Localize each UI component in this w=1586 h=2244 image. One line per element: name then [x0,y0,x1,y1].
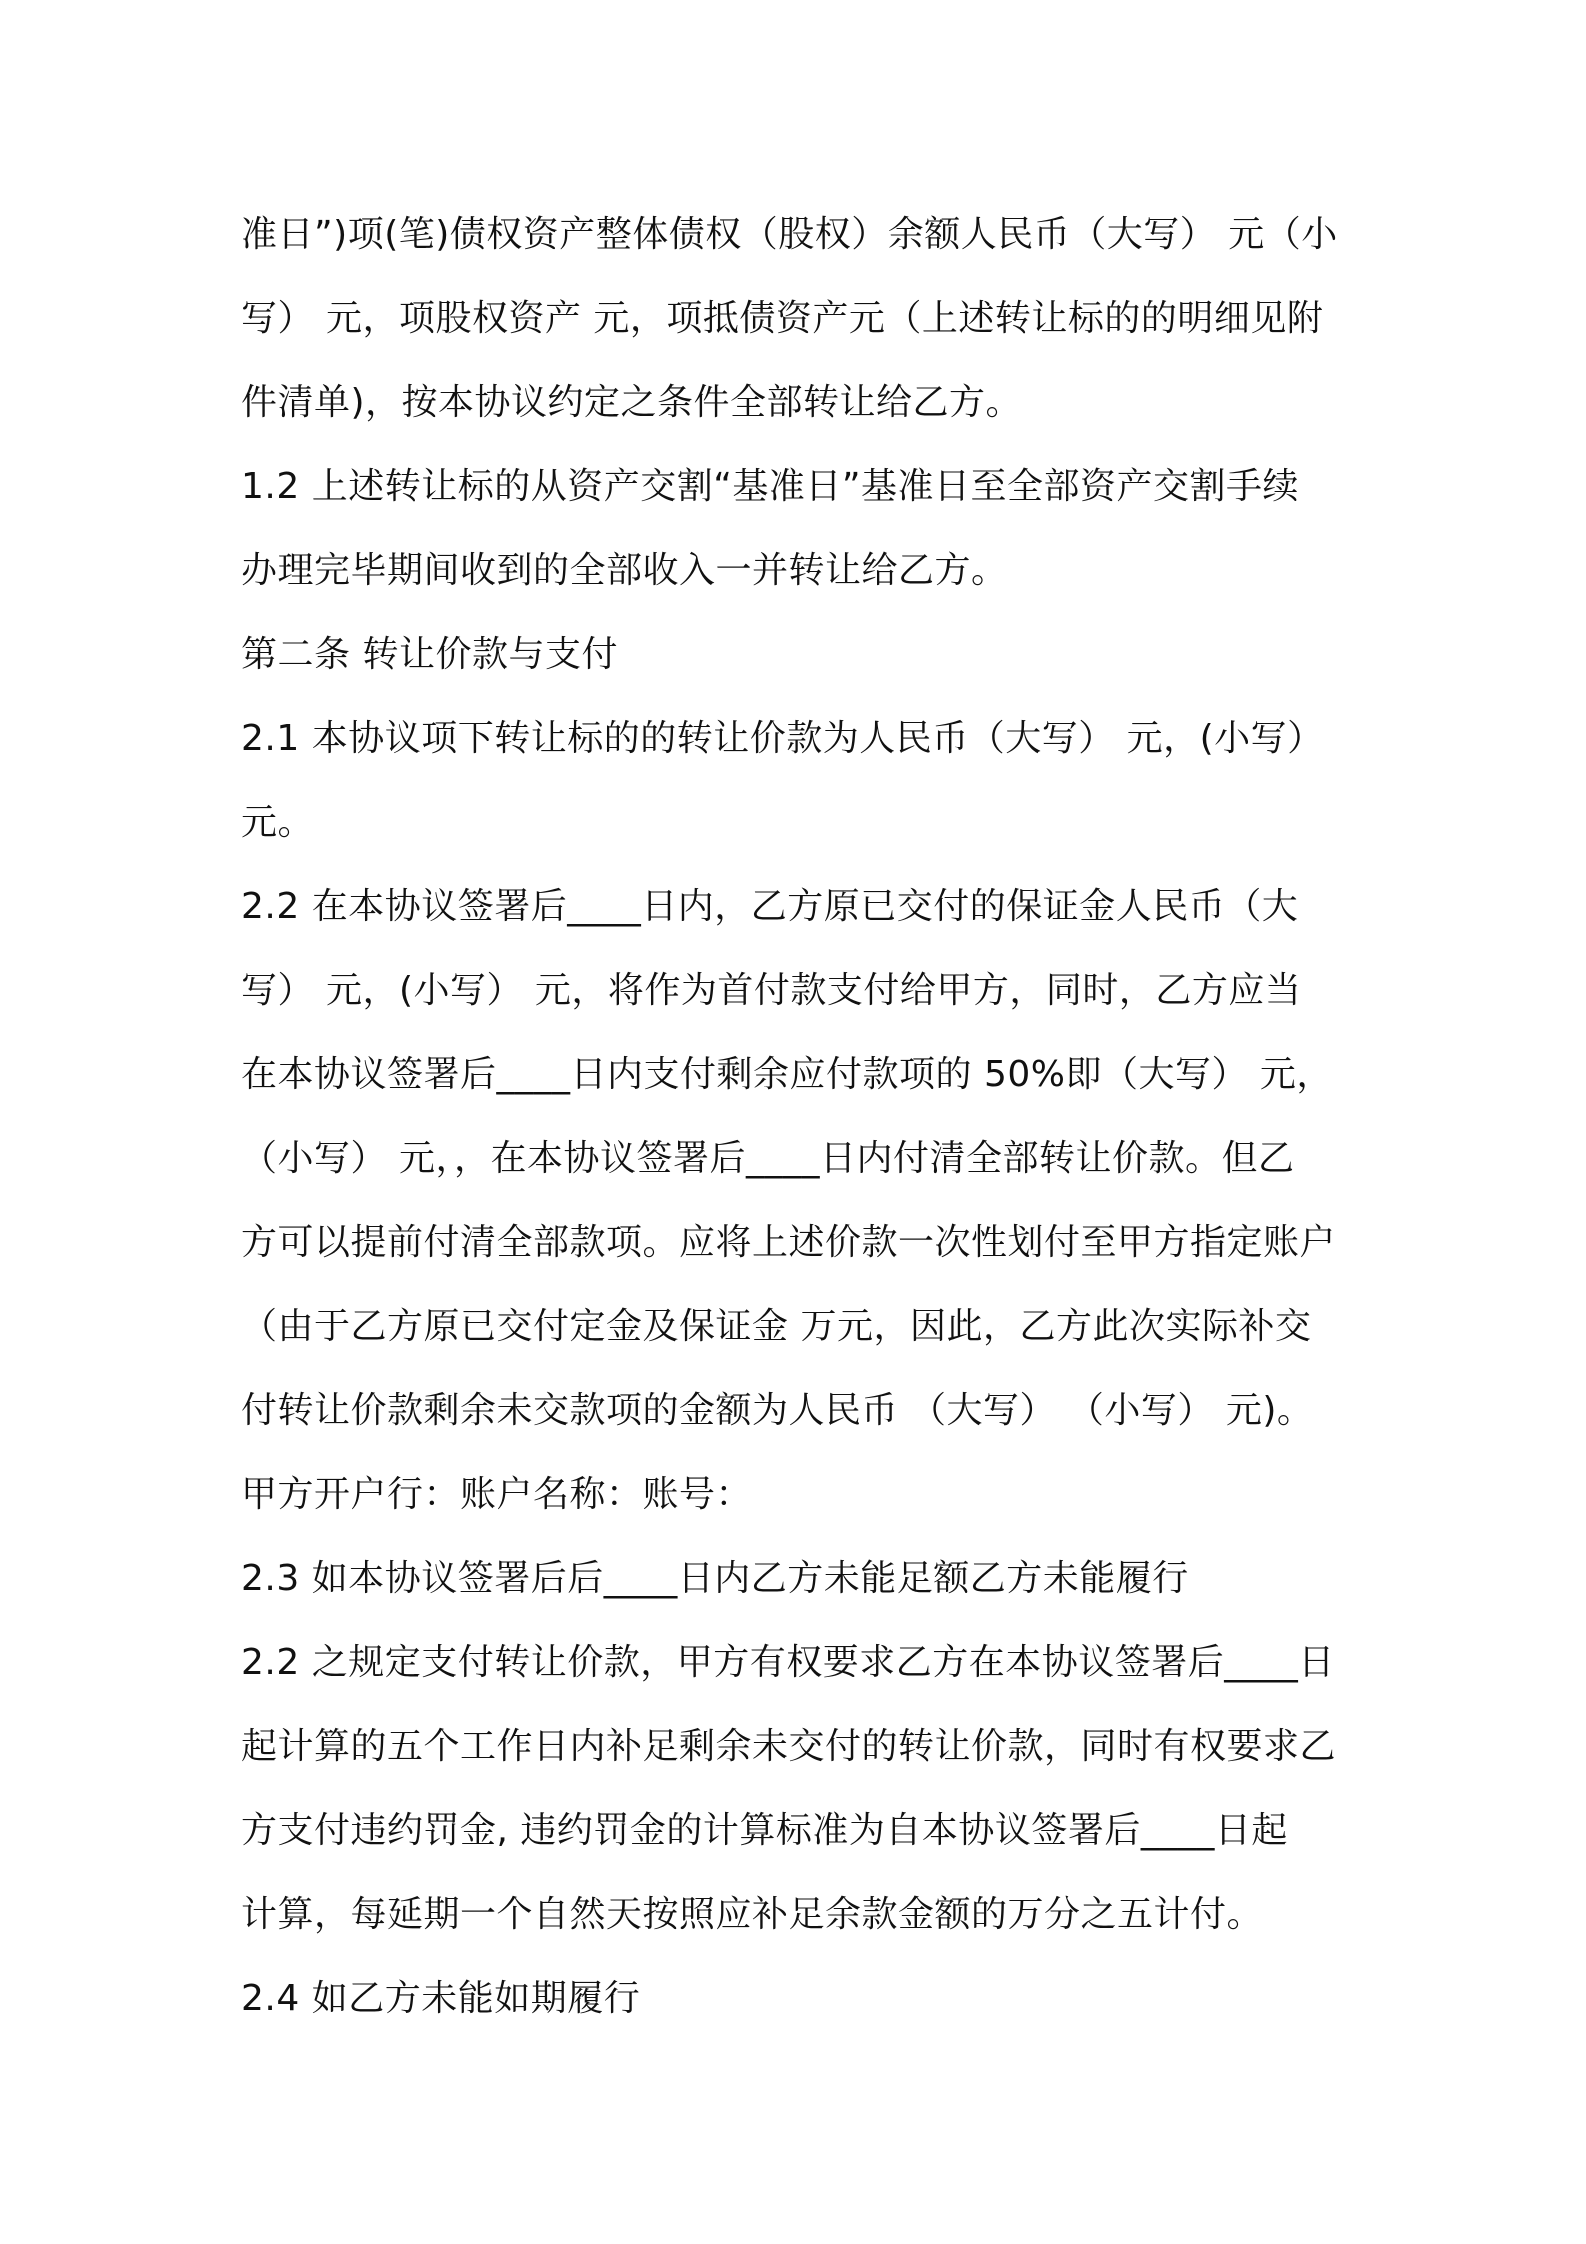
clause-2-3-line-1: 2.3 如本协议签署后后____日内乙方未能足额乙方未能履行 [241,1558,1189,1599]
clause-1-2-line-2: 办理完毕期间收到的全部收入一并转让给乙方。 [241,550,1008,591]
clause-2-2-line-2: 写） 元，(小写） 元，将作为首付款支付给甲方，同时，乙方应当 [241,970,1302,1011]
document-body [241,193,1361,2041]
clause-2-2-line-7: 付转让价款剩余未交款项的金额为人民币 （大写） （小写） 元)。 [241,1390,1314,1431]
clause-2-2-line-1: 2.2 在本协议签署后____日内，乙方原已交付的保证金人民币（大 [241,886,1299,927]
clause-2-2-line-4: （小写） 元，，在本协议签署后____日内付清全部转让价款。但乙 [241,1138,1295,1179]
clause-2-3-line-5: 计算，每延期一个自然天按照应补足余款金额的万分之五计付。 [241,1894,1264,1935]
clause-2-2-line-6: （由于乙方原已交付定金及保证金 万元，因此，乙方此次实际补交 [241,1306,1312,1347]
bank-account-line: 甲方开户行：账户名称：账号： [241,1474,753,1515]
clause-2-2-line-5: 方可以提前付清全部款项。应将上述价款一次性划付至甲方指定账户 [241,1222,1337,1263]
article-2-heading: 第二条 转让价款与支付 [241,634,618,675]
clause-1-2-line-1: 1.2 上述转让标的从资产交割“基准日”基准日至全部资产交割手续 [241,466,1299,507]
clause-2-4-line-1: 2.4 如乙方未能如期履行 [241,1978,641,2019]
text-line-2: 写） 元，项股权资产 元，项抵债资产元（上述转让标的的明细见附 [241,298,1324,339]
clause-2-1-line-1: 2.1 本协议项下转让标的的转让价款为人民币（大写） 元，(小写） [241,718,1324,759]
text-line-1: 准日”)项(笔)债权资产整体债权（股权）余额人民币（大写） 元（小 [241,214,1338,255]
clause-2-3-line-3: 起计算的五个工作日内补足剩余未交付的转让价款，同时有权要求乙 [241,1726,1337,1767]
clause-2-2-line-3: 在本协议签署后____日内支付剩余应付款项的 50%即（大写） 元， [241,1054,1333,1095]
text-line-3: 件清单)，按本协议约定之条件全部转让给乙方。 [241,382,1023,423]
clause-2-1-line-2: 元。 [241,802,315,843]
clause-2-3-line-4: 方支付违约罚金, 违约罚金的计算标准为自本协议签署后____日起 [241,1810,1288,1851]
clause-2-3-line-2: 2.2 之规定支付转让价款，甲方有权要求乙方在本协议签署后____日 [241,1642,1335,1683]
